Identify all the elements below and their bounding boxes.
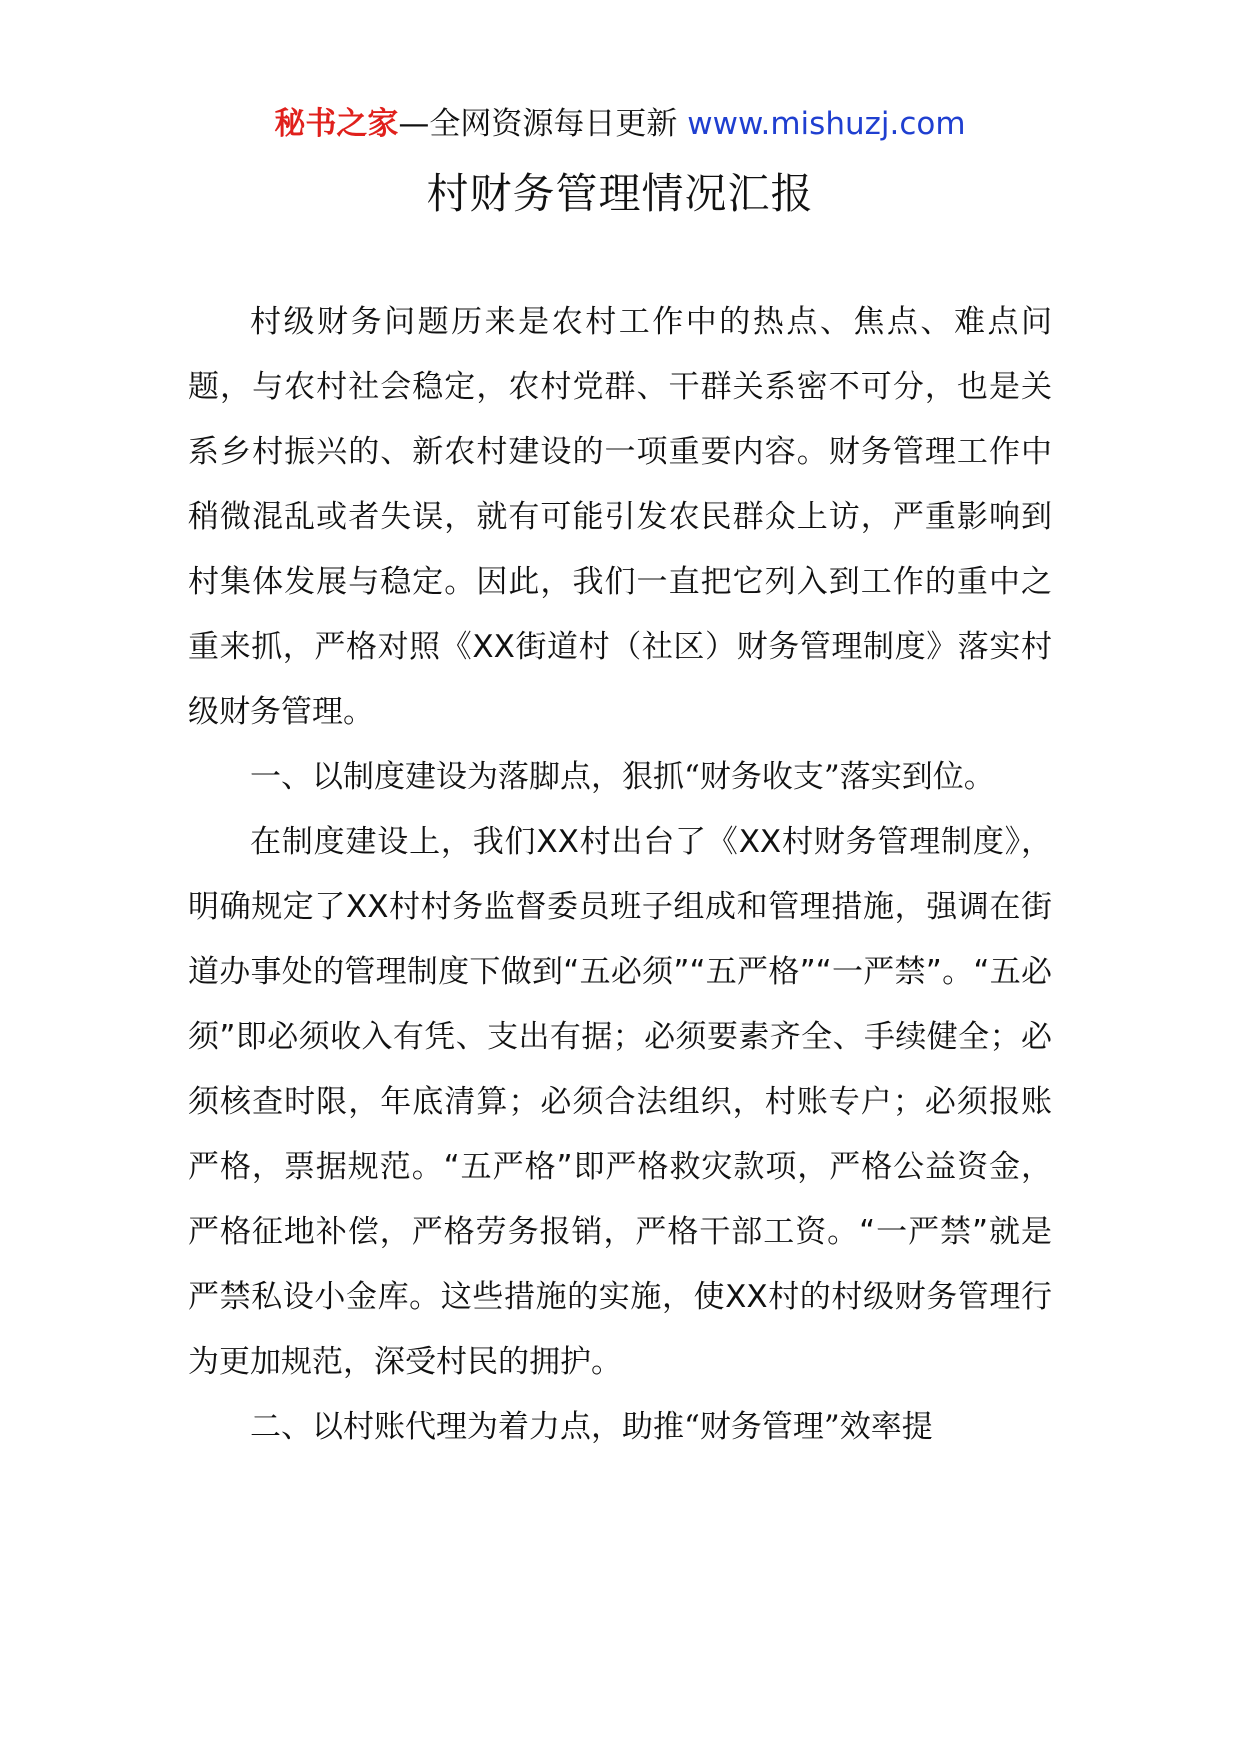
section-heading-1: 一、以制度建设为落脚点，狠抓“财务收支”落实到位。 (250, 759, 995, 795)
body-paragraph-intro: 村级财务问题历来是农村工作中的热点、焦点、难点问题，与农村社会稳定，农村党群、干群关系密不可分，也是关系乡村振兴的、新农村建设的一项重要内容。财务管理工作中稍微混乱或者失误，就有可能引发农民群众上访，严重影响到村集体发展与稳定。因此，我们一直把它列入到工作的重中之重来抓，严格对照《XX街道村（社区）财务管理制度》落实村级财务管理。 (188, 304, 1052, 730)
body-paragraph-system: 在制度建设上，我们XX村出台了《XX村财务管理制度》，明确规定了XX村村务监督委员班子组成和管理措施，强调在街道办事处的管理制度下做到“五必须”“五严格”“一严禁”。“五必须”即必须收入有凭、支出有据；必须要素齐全、手续健全；必须核查时限，年底清算；必须合法组织，村账专户；必须报账严格，票据规范。“五严格”即严格救灾款项，严格公益资金，严格征地补偿，严格劳务报销，严格干部工资。“一严禁”就是严禁私设小金库。这些措施的实施，使XX村的村级财务管理行为更加规范，深受村民的拥护。 (188, 824, 1052, 1380)
document-title: 村财务管理情况汇报 (426, 169, 814, 218)
header-slogan: —全网资源每日更新 (398, 106, 678, 142)
section-heading-2: 二、以村账代理为着力点，助推“财务管理”效率提 (250, 1409, 933, 1445)
brand-name: 秘书之家 (274, 106, 399, 142)
site-url-link[interactable]: www.mishuzj.com (687, 106, 966, 142)
document-body (188, 290, 1052, 1460)
site-header (0, 104, 1240, 144)
